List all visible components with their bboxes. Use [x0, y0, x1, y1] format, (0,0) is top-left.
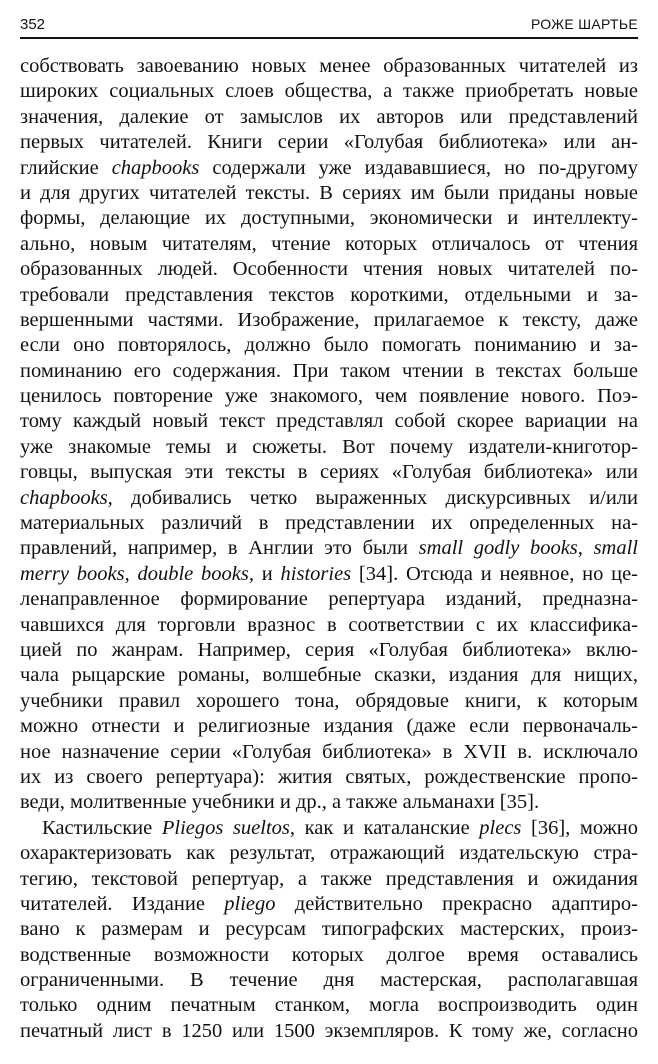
text-segment: [34]. Отсюда и неявное, но це-	[351, 562, 638, 585]
text-segment: вано к размерам и ресурсам типографских мастерских, произ-	[20, 918, 638, 941]
text-segment: значения, далекие от замыслов их авторов или представлений	[20, 105, 638, 128]
text-line	[20, 943, 638, 968]
italic-text: plecs	[479, 816, 522, 839]
text-segment: уже знакомые темы и сюжеты. Вот почему издатели-книготор-	[20, 435, 638, 458]
text-segment: если оно повторялось, должно было помогать пониманию и за-	[20, 334, 638, 357]
text-segment: учебники правил хорошего тона, обрядовые книги, к которым	[20, 689, 638, 712]
text-line	[20, 663, 638, 688]
text-line	[20, 790, 638, 815]
text-line	[20, 714, 638, 739]
text-segment: охарактеризовать как результат, отражающий издательскую стра-	[20, 842, 638, 865]
italic-text: small godly books, small	[418, 537, 638, 560]
text-segment: добивались четко выраженных дискурсивных и/или	[112, 486, 638, 509]
text-segment: можно отнести и религиозные издания (даже если первоначаль-	[20, 715, 638, 738]
page-header	[20, 14, 638, 38]
text-segment: как и каталанские	[295, 816, 480, 839]
page-number: 352	[20, 16, 46, 33]
text-segment: тому каждый новый текст представлял собой скорее вариации на	[20, 410, 638, 433]
italic-text: merry books, double books,	[20, 562, 254, 585]
text-segment: их из своего репертуара): жития святых, рождественские пропо-	[20, 765, 638, 788]
text-segment: первых читателей. Книги серии «Голубая библиотека» или ан-	[20, 131, 638, 154]
text-line	[20, 409, 638, 434]
text-segment: ное назначение серии «Голубая библиотека» в XVII в. исключало	[20, 740, 638, 763]
text-segment: ально, новым читателям, чтение которых отличалось от чтения	[20, 232, 638, 255]
text-line	[20, 308, 638, 333]
text-segment: правлений, например, в Англии это были	[20, 537, 419, 560]
text-line	[20, 841, 638, 866]
text-line	[20, 384, 638, 409]
text-segment: содержали уже издававшиеся, но по-другому	[199, 156, 639, 179]
text-segment: читателей. Издание	[20, 892, 225, 915]
text-line	[20, 892, 638, 917]
text-line	[20, 232, 638, 257]
text-segment: и для других читателей тексты. В сериях им были приданы новые	[20, 181, 638, 204]
text-line	[20, 689, 638, 714]
text-line	[20, 511, 638, 536]
text-segment: ленаправленное формирование репертуара изданий, предназна-	[20, 588, 638, 611]
header-rule	[20, 37, 638, 39]
text-segment: говцы, выпуская эти тексты в сериях «Голубая библиотека» или	[20, 461, 638, 484]
italic-text: chapbooks,	[20, 486, 113, 509]
text-segment: ценилось повторение уже знакомого, чем появление нового. Поэ-	[20, 385, 638, 408]
text-segment: формы, делающие их доступными, экономически и интеллекту-	[20, 207, 638, 230]
text-line	[20, 486, 638, 511]
text-segment: чавшихся для торговли вразнос в соответствии с их классифика-	[20, 613, 638, 636]
text-line	[20, 460, 638, 485]
text-segment: цией по жанрам. Например, серия «Голубая библиотека» вклю-	[20, 638, 638, 661]
text-line	[20, 105, 638, 130]
text-line	[20, 156, 638, 181]
text-line	[20, 257, 638, 282]
text-segment: и	[254, 562, 281, 585]
italic-text: pliego	[224, 892, 276, 915]
text-line	[20, 359, 638, 384]
italic-text: chapbooks	[111, 156, 200, 179]
text-segment: действительно прекрасно адаптиро-	[275, 892, 638, 915]
text-segment: тегию, текстовой репертуар, а также представления и ожидания	[20, 867, 638, 890]
text-segment: печатный лист в 1250 или 1500 экземпляров. К тому же, согласно	[20, 1019, 638, 1042]
italic-text: histories	[280, 562, 352, 585]
text-line	[20, 181, 638, 206]
text-line	[20, 968, 638, 993]
text-line	[20, 54, 638, 79]
text-line	[20, 867, 638, 892]
running-title: РОЖЕ ШАРТЬЕ	[530, 16, 638, 32]
text-line	[20, 765, 638, 790]
text-segment: материальных различий в представлении их определенных на-	[20, 512, 638, 535]
text-line	[20, 816, 638, 841]
text-segment: чала рыцарские романы, волшебные сказки, издания для нищих,	[20, 664, 638, 687]
text-segment: только одним печатным станком, могла воспроизводить один	[20, 994, 638, 1017]
text-line	[20, 740, 638, 765]
text-segment: широких социальных слоев общества, а также приобретать новые	[20, 80, 638, 103]
text-segment: глийские	[20, 156, 112, 179]
text-line	[20, 638, 638, 663]
text-segment: веди, молитвенные учебники и др., а также альманахи [35].	[20, 791, 540, 814]
text-line	[20, 536, 638, 561]
text-line	[20, 206, 638, 231]
text-line	[20, 333, 638, 358]
text-line	[20, 917, 638, 942]
text-line	[20, 435, 638, 460]
text-segment: Кастильские	[42, 816, 162, 839]
text-line	[20, 283, 638, 308]
body-text	[20, 54, 638, 1044]
text-segment: водственные возможности которых долгое время оставались	[20, 943, 638, 966]
text-segment: требовали представления текстов короткими, отдельными и за-	[20, 283, 638, 306]
text-line	[20, 562, 638, 587]
text-segment: [36], можно	[521, 816, 638, 839]
text-segment: образованных людей. Особенности чтения новых читателей по-	[20, 258, 638, 281]
text-segment: вершенными частями. Изображение, прилагаемое к тексту, даже	[20, 308, 638, 331]
italic-text: Pliegos sueltos,	[161, 816, 296, 839]
text-segment: ограниченными. В течение дня мастерская, располагавшая	[20, 969, 638, 992]
text-line	[20, 993, 638, 1018]
text-line	[20, 613, 638, 638]
text-line	[20, 79, 638, 104]
text-segment: поминанию его содержания. При таком чтении в текстах больше	[20, 359, 638, 382]
text-line	[20, 1019, 638, 1044]
text-line	[20, 587, 638, 612]
text-line	[20, 130, 638, 155]
text-segment: собствовать завоеванию новых менее образованных читателей из	[20, 55, 638, 77]
